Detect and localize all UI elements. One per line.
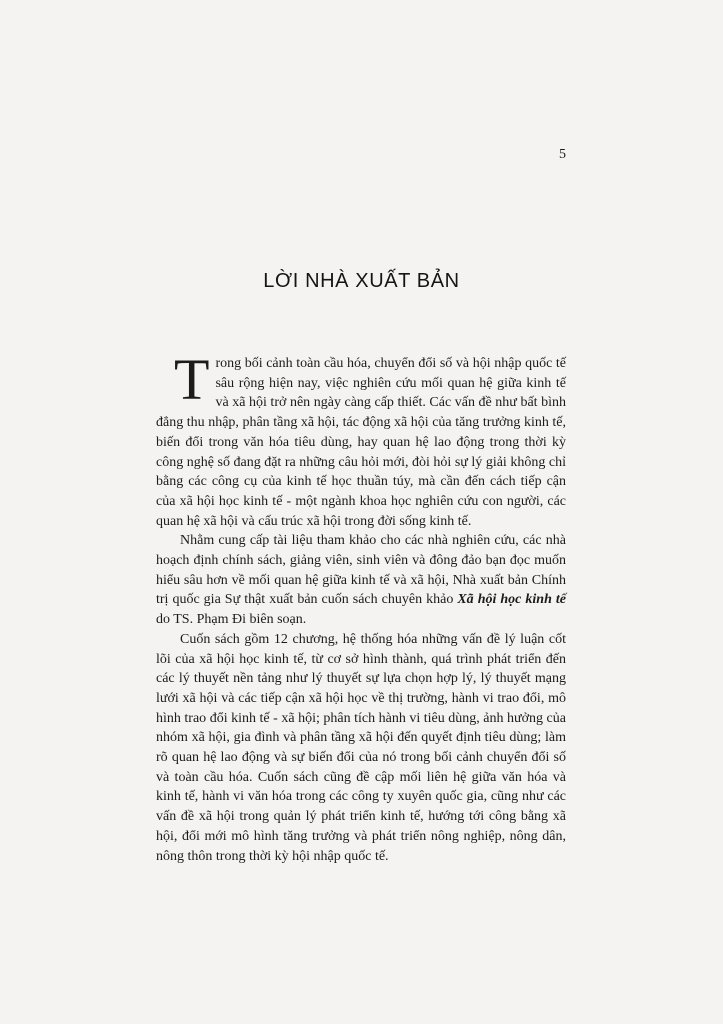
paragraph-2: [156, 531, 566, 630]
paragraph-1: [156, 347, 566, 531]
page-title: LỜI NHÀ XUẤT BẢN: [263, 270, 460, 292]
paragraph-3: Cuốn sách gồm 12 chương, hệ thống hóa những vấn đề lý luận cốt lõi của xã hội học kinh tế, từ cơ sở hình thành, quá trình phát triển đến các lý thuyết nền tảng như lý thuyết sự lựa chọn hợp lý, lý thuyết mạng lưới xã hội và các tiếp cận xã hội học về thị trường, hành vi trao đổi, mô hình trao đổi kinh tế - xã hội; phân tích hành vi tiêu dùng, ảnh hưởng của nhóm xã hội, gia đình và phân tầng xã hội đến quyết định tiêu dùng; làm rõ quan hệ lao động và sự biến đổi của nó trong bối cảnh chuyển đổi số và toàn cầu hóa. Cuốn sách cũng đề cập mối liên hệ giữa văn hóa và kinh tế, hành vi văn hóa trong các công ty xuyên quốc gia, cũng như các vấn đề xã hội trong quản lý phát triển kinh tế, hướng tới công bằng xã hội, đổi mới mô hình tăng trưởng và phát triển nông nghiệp, nông dân, nông thôn trong thời kỳ hội nhập quốc tế.: [156, 631, 566, 864]
paragraph-2-text-before: Nhằm cung cấp tài liệu tham khảo cho các nhà nghiên cứu, các nhà hoạch định chính sách, giảng viên, sinh viên và đông đảo bạn đọc muốn hiểu sâu hơn về mối quan hệ giữa kinh tế và xã hội, Nhà xuất bản Chính trị quốc gia Sự thật xuất bản cuốn sách chuyên khảo: [156, 533, 566, 608]
book-title: Xã hội học kinh tế: [457, 592, 566, 608]
paragraph-1-text: rong bối cảnh toàn cầu hóa, chuyển đổi số và hội nhập quốc tế sâu rộng hiện nay, việc nghiên cứu mối quan hệ giữa kinh tế và xã hội trở nên ngày càng cấp thiết. Các vấn đề như bất bình đẳng thu nhập, phân tầng xã hội, tác động xã hội của tăng trưởng kinh tế, biến đổi trong văn hóa tiêu dùng, hay quan hệ lao động trong thời kỳ công nghệ số đang đặt ra những câu hỏi mới, đòi hỏi sự lý giải không chỉ bằng các công cụ của kinh tế học thuần túy, mà cần đến cách tiếp cận của xã hội học kinh tế - một ngành khoa học nghiên cứu con người, các quan hệ xã hội và cấu trúc xã hội trong đời sống kinh tế.: [156, 356, 566, 529]
drop-cap: T: [174, 347, 210, 412]
paragraph-2-text-after: do TS. Phạm Đi biên soạn.: [156, 612, 307, 628]
page-number: 5: [559, 147, 566, 162]
body-text: [156, 347, 566, 866]
